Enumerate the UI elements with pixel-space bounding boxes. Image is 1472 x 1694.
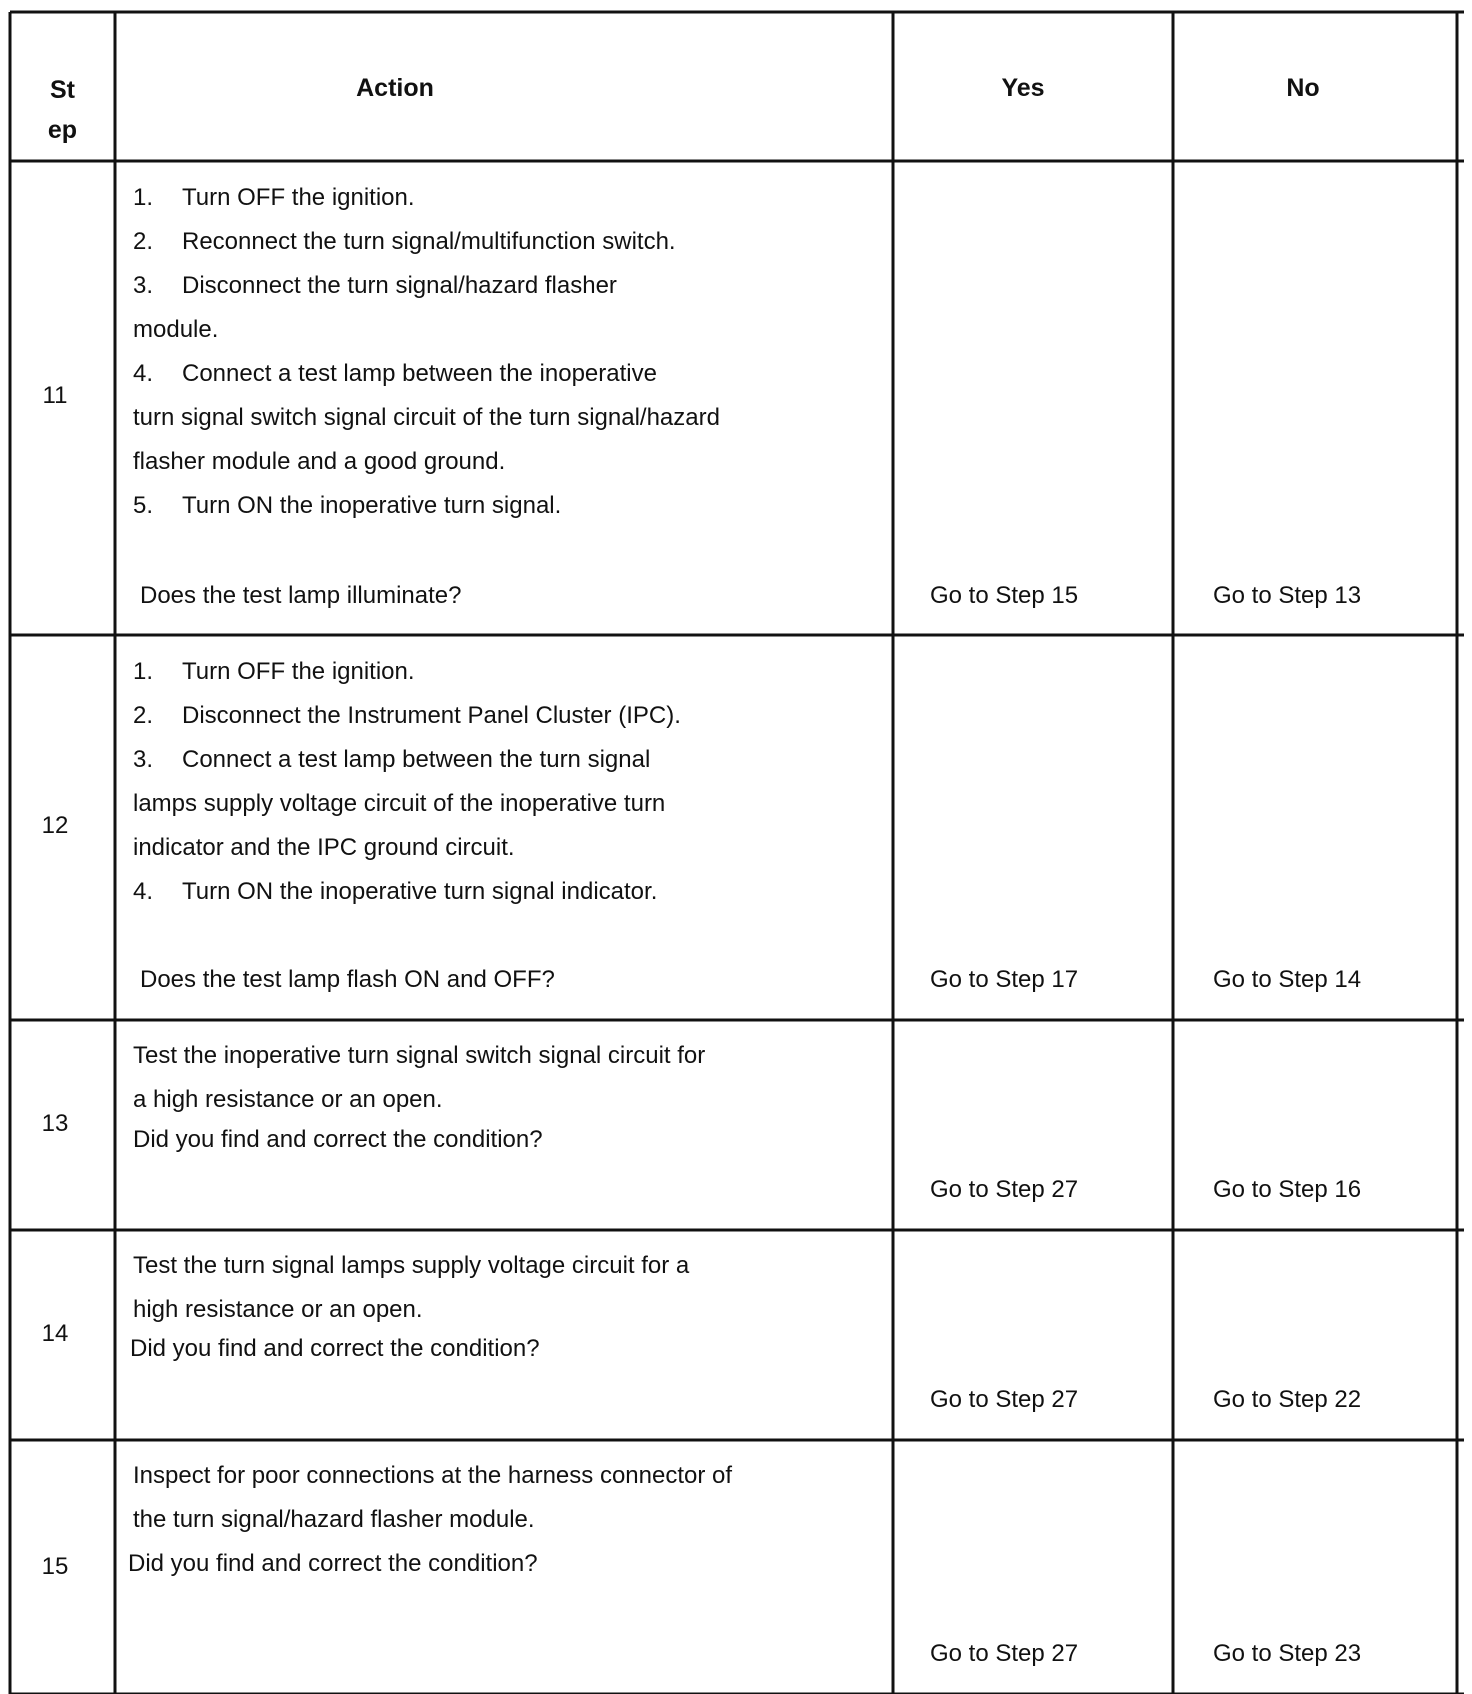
line-text: Turn ON the inoperative turn signal indicator. <box>182 878 658 905</box>
row-15-yes: Go to Step 27 <box>930 1640 1079 1667</box>
row-15-question: Did you find and correct the condition? <box>128 1550 538 1577</box>
row-11-action <box>133 176 720 528</box>
action-line: a high resistance or an open. <box>133 1086 443 1113</box>
row-14-yes: Go to Step 27 <box>930 1386 1079 1413</box>
line-number: 3. <box>133 272 154 299</box>
row-13-no: Go to Step 16 <box>1213 1176 1362 1203</box>
action-line: Inspect for poor connections at the harness connector of <box>133 1462 733 1489</box>
header-step-line1: St <box>50 76 75 104</box>
line-text: Turn OFF the ignition. <box>182 184 415 211</box>
header-yes: Yes <box>1001 74 1045 102</box>
header-step <box>10 70 115 150</box>
row-12-question: Does the test lamp flash ON and OFF? <box>140 966 555 993</box>
line-text: Reconnect the turn signal/multifunction switch. <box>182 228 676 255</box>
action-line: high resistance or an open. <box>133 1296 423 1323</box>
line-text: Disconnect the Instrument Panel Cluster (IPC). <box>182 702 681 729</box>
step-number-13: 13 <box>41 1110 69 1137</box>
row-13-action <box>133 1034 705 1122</box>
row-12-no: Go to Step 14 <box>1213 966 1362 993</box>
action-line <box>133 694 681 738</box>
line-number: 1. <box>133 184 154 211</box>
line-text: indicator and the IPC ground circuit. <box>133 834 515 861</box>
line-text: module. <box>133 316 219 343</box>
line-text: Turn ON the inoperative turn signal. <box>182 492 562 519</box>
action-line <box>133 870 681 914</box>
action-line <box>133 264 720 308</box>
action-line <box>133 308 720 352</box>
row-12-action <box>133 650 681 914</box>
header-action: Action <box>356 74 434 102</box>
action-line: Test the turn signal lamps supply voltage circuit for a <box>133 1252 690 1279</box>
row-14-question: Did you find and correct the condition? <box>130 1335 540 1362</box>
action-line <box>133 396 720 440</box>
row-11-yes: Go to Step 15 <box>930 582 1079 609</box>
action-line: Test the inoperative turn signal switch signal circuit for <box>133 1042 706 1069</box>
row-14-action <box>133 1244 689 1332</box>
row-12-yes: Go to Step 17 <box>930 966 1079 993</box>
line-number: 4. <box>133 360 154 387</box>
action-line <box>133 440 720 484</box>
action-line <box>133 826 681 870</box>
row-14-no: Go to Step 22 <box>1213 1386 1362 1413</box>
line-number: 2. <box>133 702 154 729</box>
action-line <box>133 650 681 694</box>
row-15-action <box>133 1454 732 1542</box>
action-line <box>133 176 720 220</box>
row-15-no: Go to Step 23 <box>1213 1640 1362 1667</box>
step-number-14: 14 <box>41 1320 69 1347</box>
row-13-question: Did you find and correct the condition? <box>133 1126 543 1153</box>
line-text: Disconnect the turn signal/hazard flasher <box>182 272 617 299</box>
line-text: Connect a test lamp between the inoperative <box>182 360 657 387</box>
row-11-no: Go to Step 13 <box>1213 582 1362 609</box>
action-line <box>133 484 720 528</box>
action-line <box>133 782 681 826</box>
line-text: Connect a test lamp between the turn signal <box>182 746 651 773</box>
line-number: 3. <box>133 746 154 773</box>
header-step-line2: ep <box>47 116 78 144</box>
action-line <box>133 352 720 396</box>
step-number-12: 12 <box>41 812 69 839</box>
step-number-11: 11 <box>42 382 68 409</box>
line-text: Turn OFF the ignition. <box>182 658 415 685</box>
line-text: flasher module and a good ground. <box>133 448 506 475</box>
row-13-yes: Go to Step 27 <box>930 1176 1079 1203</box>
action-line <box>133 738 681 782</box>
line-text: lamps supply voltage circuit of the inoperative turn <box>133 790 666 817</box>
step-number-15: 15 <box>41 1553 69 1580</box>
line-number: 1. <box>133 658 154 685</box>
action-line: the turn signal/hazard flasher module. <box>133 1506 535 1533</box>
row-11-question: Does the test lamp illuminate? <box>140 582 462 609</box>
action-line <box>133 220 720 264</box>
line-number: 5. <box>133 492 154 519</box>
line-text: turn signal switch signal circuit of the turn signal/hazard <box>133 404 720 431</box>
header-no: No <box>1286 74 1320 102</box>
line-number: 4. <box>133 878 154 905</box>
line-number: 2. <box>133 228 154 255</box>
